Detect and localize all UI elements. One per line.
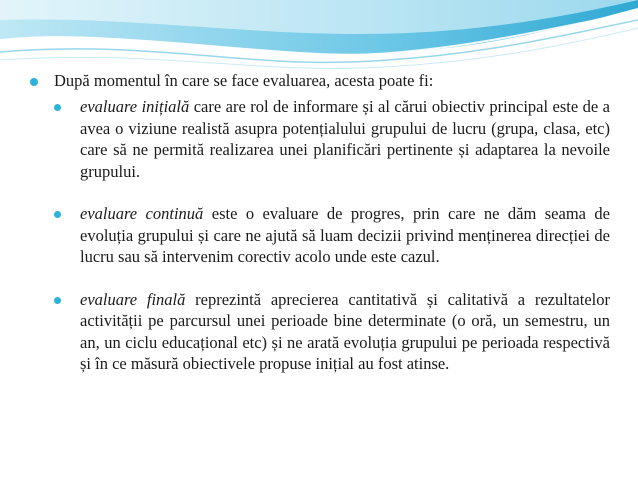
list-item-initial-evaluation xyxy=(54,96,610,182)
bullet-icon xyxy=(54,211,61,218)
header-wave-decoration xyxy=(0,0,638,78)
slide-content xyxy=(30,70,610,375)
term-description: reprezintă aprecierea cantitativă și calitativă a rezultatelor activității pe parcursul unei perioade bine determinate (o oră, un semestru, un an, un ciclu educațional etc) și ne arată evoluția grupului pe perioada respectivă și în ce măsură obiectivele propuse inițial au fost atinse. xyxy=(80,289,610,373)
bullet-icon xyxy=(30,78,38,86)
term-description: care are rol de informare și al cărui obiectiv principal este de a avea o viziune realistă asupra potențialului grupului de lucru (grupa, clasa, etc) care să ne permită realizarea unei planificări pertinente și adaptarea la nevoile grupului. xyxy=(80,97,610,181)
term-label: evaluare inițială xyxy=(80,97,190,116)
term-label: evaluare continuă xyxy=(80,204,204,223)
intro-line xyxy=(30,70,610,91)
term-description: este o evaluare de progres, prin care ne dăm seama de evoluția grupului și care ne ajută să luam decizii privind menținerea direcției de lucru sau să intervenim corectiv acolo unde este cazul. xyxy=(80,204,610,266)
list-item-final-evaluation xyxy=(54,289,610,375)
term-label: evaluare finală xyxy=(80,289,186,309)
bullet-icon xyxy=(54,104,61,111)
intro-text: După momentul în care se face evaluarea, acesta poate fi: xyxy=(54,71,434,90)
bullet-icon xyxy=(54,297,61,304)
list-item-continuous-evaluation xyxy=(54,203,610,268)
